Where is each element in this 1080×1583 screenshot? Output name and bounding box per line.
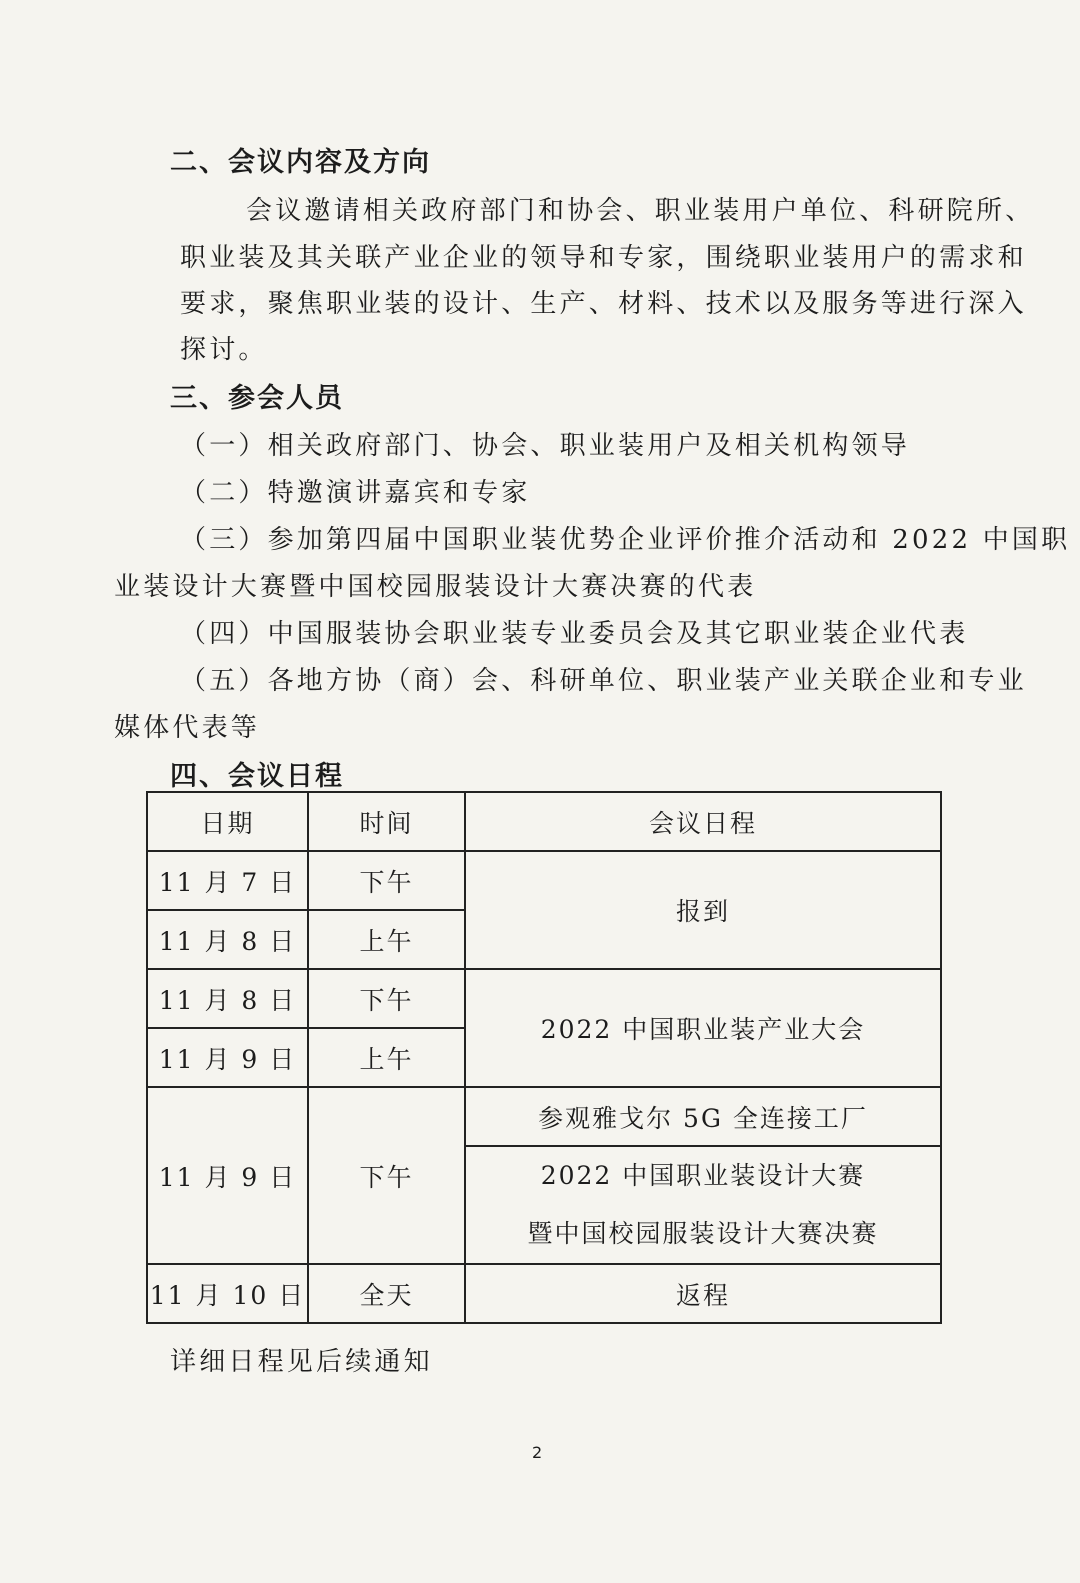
header-time: 时间 (308, 792, 465, 851)
cell-agenda-conference: 2022 中国职业装产业大会 (465, 969, 941, 1087)
cell-date: 11 月 10 日 (147, 1264, 308, 1323)
attendee-item-1: （一）相关政府部门、协会、职业装用户及相关机构领导 (180, 431, 911, 461)
cell-date: 11 月 9 日 (147, 1087, 308, 1264)
cell-time: 上午 (308, 910, 465, 969)
cell-date: 11 月 9 日 (147, 1028, 308, 1087)
section-2-heading: 二、会议内容及方向 (170, 147, 431, 178)
section-4-heading: 四、会议日程 (170, 761, 344, 792)
schedule-note: 详细日程见后续通知 (170, 1347, 433, 1377)
table-row (147, 969, 941, 1028)
cell-date: 11 月 8 日 (147, 969, 308, 1028)
cell-time: 全天 (308, 1264, 465, 1323)
header-date: 日期 (147, 792, 308, 851)
cell-agenda-factory-visit: 参观雅戈尔 5G 全连接工厂 (465, 1087, 941, 1146)
cell-time: 下午 (308, 851, 465, 910)
agenda-contest-line-2: 暨中国校园服装设计大赛决赛 (527, 1219, 879, 1248)
attendee-item-5-cont: 媒体代表等 (114, 713, 261, 743)
attendee-item-4: （四）中国服装协会职业装专业委员会及其它职业装企业代表 (180, 619, 969, 649)
section-2-line-3: 要求，聚焦职业装的设计、生产、材料、技术以及服务等进行深入 (180, 289, 1027, 319)
cell-date: 11 月 7 日 (147, 851, 308, 910)
cell-time: 下午 (308, 1087, 465, 1264)
section-2-line-2: 职业装及其关联产业企业的领导和专家，围绕职业装用户的需求和 (180, 243, 1027, 273)
section-2-line-1: 会议邀请相关政府部门和协会、职业装用户单位、科研院所、 (246, 196, 1035, 226)
cell-agenda-return: 返程 (465, 1264, 941, 1323)
cell-agenda-registration: 报到 (465, 851, 941, 969)
page-number: 2 (532, 1443, 543, 1462)
section-3-heading: 三、参会人员 (170, 383, 344, 414)
table-row (147, 1087, 941, 1146)
section-2-line-4: 探讨。 (180, 335, 268, 365)
cell-time: 上午 (308, 1028, 465, 1087)
cell-time: 下午 (308, 969, 465, 1028)
attendee-item-3: （三）参加第四届中国职业装优势企业评价推介活动和 2022 中国职 (180, 525, 1071, 555)
attendee-item-5: （五）各地方协（商）会、科研单位、职业装产业关联企业和专业 (180, 666, 1027, 696)
agenda-contest-line-1: 2022 中国职业装设计大赛 (540, 1161, 866, 1190)
attendee-item-2: （二）特邀演讲嘉宾和专家 (180, 478, 531, 508)
table-header-row (147, 792, 941, 851)
schedule-table (146, 791, 942, 1324)
attendee-item-3-cont: 业装设计大赛暨中国校园服装设计大赛决赛的代表 (114, 572, 757, 602)
header-agenda: 会议日程 (465, 792, 941, 851)
cell-agenda-design-contest (465, 1146, 941, 1264)
cell-date: 11 月 8 日 (147, 910, 308, 969)
table-row (147, 851, 941, 910)
table-row (147, 1264, 941, 1323)
